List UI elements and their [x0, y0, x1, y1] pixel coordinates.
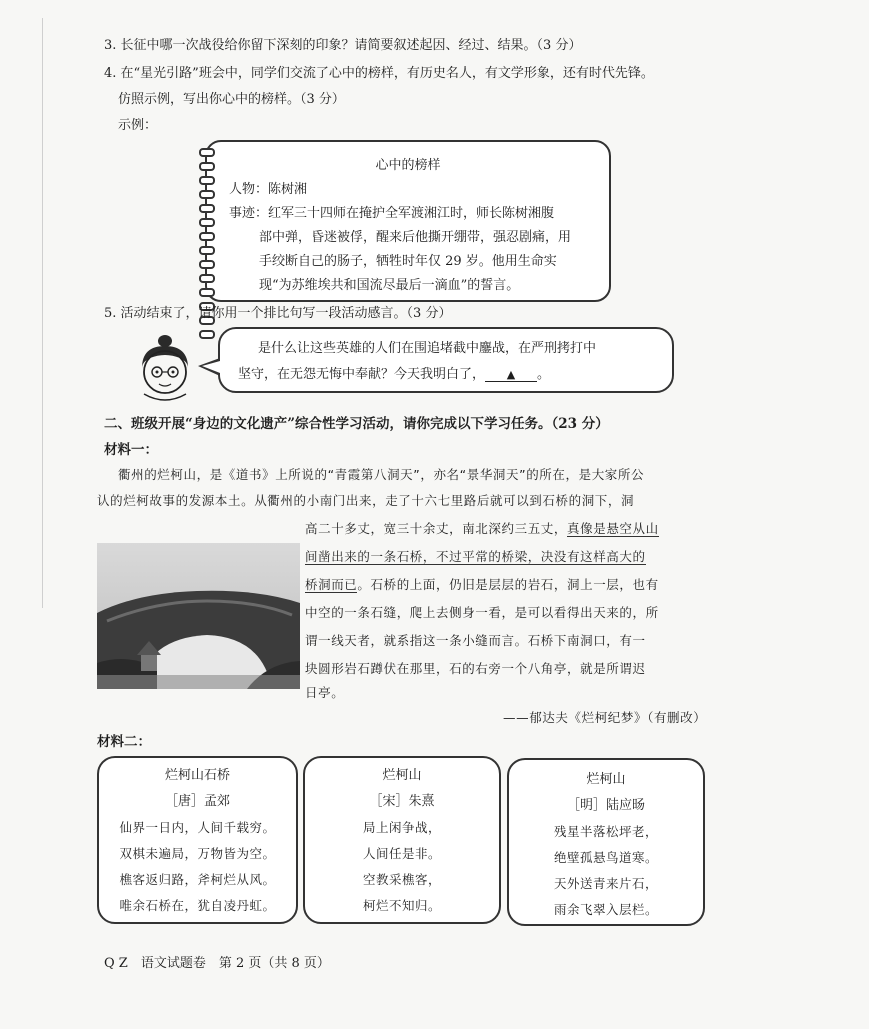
passage-line: 认的烂柯故事的发源本土。从衢州的小南门出来，走了十六七里路后就可以到石桥的洞下，洞: [97, 493, 635, 508]
question-5: 5. 活动结束了，请你用一个排比句写一段活动感言。（3 分）: [104, 306, 452, 321]
poem-title: 烂柯山: [382, 768, 422, 783]
triangle-mark-icon: ▲: [506, 368, 516, 381]
question-4-line1: 4. 在“星光引路”班会中，同学们交流了心中的榜样，有历史名人，有文学形象，还有时代先锋。: [104, 66, 654, 81]
poem-line: 双棋未遍局，万物皆为空。: [119, 846, 276, 861]
passage-text: 。石桥的上面，仍旧是层层的岩石，洞上一层，也有: [357, 577, 659, 592]
answer-blank[interactable]: [485, 368, 537, 382]
speech-bubble-tail-inner: [202, 361, 220, 373]
speech-text: 坚守，在无怨无悔中奉献？今天我明白了，: [238, 367, 486, 382]
underlined-text: 间凿出来的一条石桥，不过平常的桥梁，决没有这样高大的: [305, 549, 646, 564]
card-deed-line: 手绞断自己的肠子，牺牲时年仅 29 岁。他用生命实: [259, 254, 557, 269]
passage-line: [305, 547, 646, 565]
poem-line: 残星半落松坪老，: [553, 824, 658, 839]
speech-line-2: [238, 363, 550, 382]
card-deed-line: 部中弹，昏迷被俘，醒来后他撕开绷带，强忍剧痛，用: [259, 230, 572, 245]
poem-line: 唯余石桥在，犹自凌丹虹。: [119, 898, 276, 913]
question-3: 3. 长征中哪一次战役给你留下深刻的印象？请简要叙述起因、经过、结果。（3 分）: [104, 38, 582, 53]
section-2-heading: 二、班级开展“身边的文化遗产”综合性学习活动，请你完成以下学习任务。（23 分）: [104, 416, 609, 432]
poem-title: 烂柯山石桥: [164, 768, 230, 783]
speech-bubble: [218, 327, 674, 393]
card-deed-line: 事迹：红军三十四师在掩护全军渡湘江时，师长陈树湘腹: [229, 206, 555, 221]
page-footer: Q Z 语文试题卷 第 2 页（共 8 页）: [104, 956, 330, 971]
margin-line: [42, 18, 43, 608]
poem-line: 局上闲争战，: [362, 820, 441, 835]
passage-line: 衢州的烂柯山，是《道书》上所说的“青霞第八洞天”，亦名“景华洞天”的所在，是大家所公: [118, 467, 645, 482]
passage-source: ——郁达夫《烂柯纪梦》（有删改）: [503, 710, 707, 725]
poem-author: ［宋］朱熹: [369, 794, 435, 809]
passage-line: 中空的一条石缝，爬上去侧身一看，是可以看得出天来的，所: [305, 605, 659, 620]
poem-line: 樵客返归路，斧柯烂从风。: [119, 872, 276, 887]
poem-card: [97, 756, 298, 924]
passage-line: 块圆形岩石蹲伏在那里，石的右旁一个八角亭，就是所谓迟: [305, 661, 646, 676]
material-1-label: 材料一：: [104, 442, 158, 458]
example-card: [205, 140, 611, 302]
poem-line: 空教采樵客，: [362, 872, 441, 887]
poem-line: 绝壁孤悬鸟道寒。: [553, 850, 658, 865]
poem-card: [303, 756, 501, 924]
passage-text: 高二十多丈，宽三十余丈，南北深约三五丈，: [305, 521, 568, 536]
passage-line: [305, 519, 659, 537]
card-person: 人物：陈树湘: [229, 182, 308, 197]
poem-line: 雨余飞翠入层栏。: [553, 902, 658, 917]
stone-bridge-photo: [97, 543, 300, 689]
speech-end: 。: [537, 367, 551, 382]
passage-line: [305, 575, 659, 593]
poem-author: ［唐］孟郊: [164, 794, 230, 809]
poem-author: ［明］陆应旸: [566, 798, 645, 813]
speech-line-1: 是什么让这些英雄的人们在围追堵截中鏖战，在严刑拷打中: [258, 341, 597, 356]
poem-line: 柯烂不知归。: [362, 898, 441, 913]
passage-line: 日亭。: [305, 685, 345, 700]
poem-line: 天外送青来片石，: [553, 876, 658, 891]
underlined-text: 真像是悬空从山: [567, 521, 659, 536]
material-2-label: 材料二：: [97, 734, 151, 750]
underlined-text: 桥洞而已: [305, 577, 358, 592]
card-title: 心中的榜样: [375, 158, 441, 173]
poem-card: [507, 758, 705, 926]
question-4-line2: 仿照示例，写出你心中的榜样。（3 分）: [118, 92, 345, 107]
passage-line: 谓一线天者，就系指这一条小缝而言。石桥下南洞口，有一: [305, 633, 646, 648]
poem-line: 仙界一日内，人间千载穷。: [119, 820, 276, 835]
card-deed-line: 现“为苏维埃共和国流尽最后一滴血”的誓言。: [259, 278, 520, 293]
girl-avatar-icon: [130, 332, 200, 404]
example-label: 示例：: [118, 118, 158, 133]
poem-line: 人间任是非。: [362, 846, 441, 861]
poem-title: 烂柯山: [586, 772, 626, 787]
